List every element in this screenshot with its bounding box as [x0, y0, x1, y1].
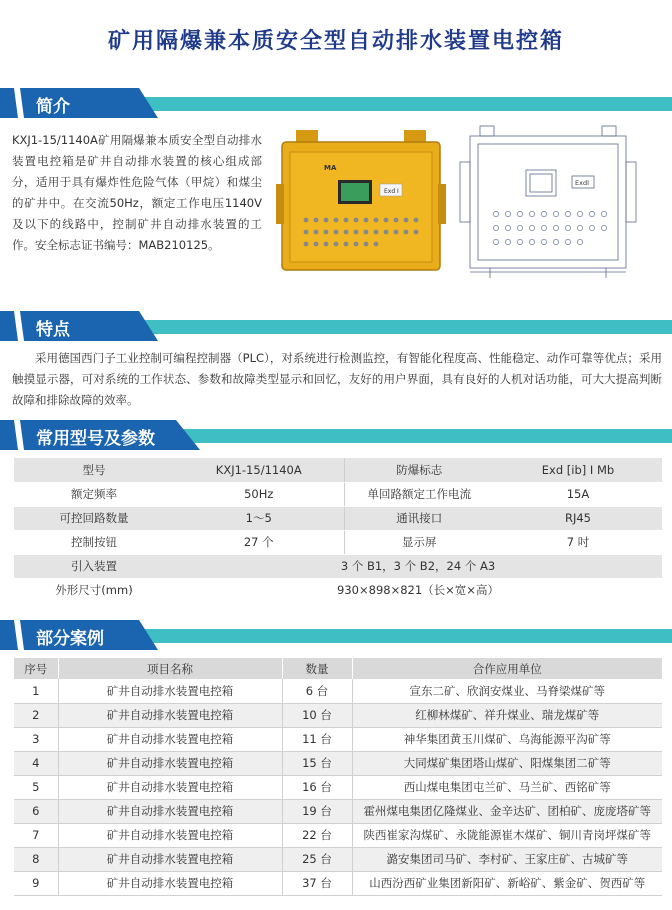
cases-header-row	[14, 658, 662, 679]
spec-value: 7 吋	[494, 530, 662, 554]
case-project: 矿井自动排水装置电控箱	[58, 751, 282, 775]
case-quantity: 10 台	[282, 703, 352, 727]
table-row	[14, 727, 662, 751]
case-project: 矿井自动排水装置电控箱	[58, 679, 282, 703]
case-quantity: 6 台	[282, 679, 352, 703]
case-quantity: 19 台	[282, 799, 352, 823]
spec-value: 3 个 B1，3 个 B2，24 个 A3	[174, 554, 662, 578]
spec-value: 27 个	[174, 530, 344, 554]
section-header-intro	[0, 88, 672, 118]
spec-label: 可控回路数量	[14, 506, 174, 530]
section-title-models: 常用型号及参数	[36, 429, 155, 449]
spec-label: 引入装置	[14, 554, 174, 578]
photo-plate-text: Exd I	[384, 188, 399, 195]
case-partners: 山西汾西矿业集团新阳矿、新峪矿、紫金矿、贺西矿等	[352, 871, 662, 895]
cad-plate-text: ExdI	[575, 179, 589, 187]
spec-label: 显示屏	[344, 530, 494, 554]
spec-value: 930×898×821（长×宽×高）	[174, 578, 662, 602]
case-index: 1	[14, 679, 58, 703]
section-title-features: 特点	[36, 320, 70, 340]
spec-value: 50Hz	[174, 482, 344, 506]
spec-row	[14, 458, 662, 482]
case-project: 矿井自动排水装置电控箱	[58, 727, 282, 751]
section-title-cases: 部分案例	[36, 629, 104, 649]
table-row	[14, 847, 662, 871]
spec-label: 通讯接口	[344, 506, 494, 530]
features-paragraph: 采用德国西门子工业控制可编程控制器（PLC），对系统进行检测监控，有智能化程度高、性能稳定、动作可靠等优点；采用触摸显示器，可对系统的工作状态、参数和故障类型显示和回忆，友好的用户界面，具有良好的人机对话功能，可大大提高判断故障和排除故障的效率。	[12, 351, 662, 407]
case-quantity: 16 台	[282, 775, 352, 799]
case-index: 2	[14, 703, 58, 727]
photo-brand-text: MA	[324, 164, 337, 172]
spec-value: Exd [ib] I Mb	[494, 458, 662, 482]
column-header: 数量	[282, 658, 352, 679]
case-quantity: 37 台	[282, 871, 352, 895]
spec-value: 1～5	[174, 506, 344, 530]
spec-label: 防爆标志	[344, 458, 494, 482]
spec-label: 外形尺寸(mm)	[14, 578, 174, 602]
table-row	[14, 751, 662, 775]
case-partners: 潞安集团司马矿、李村矿、王家庄矿、古城矿等	[352, 847, 662, 871]
product-photo	[276, 124, 446, 280]
case-project: 矿井自动排水装置电控箱	[58, 703, 282, 727]
page-title: 矿用隔爆兼本质安全型自动排水装置电控箱	[107, 29, 564, 54]
table-row	[14, 679, 662, 703]
section-header-models	[0, 420, 672, 450]
case-index: 3	[14, 727, 58, 751]
technical-drawing	[456, 122, 640, 282]
case-partners: 神华集团黄玉川煤矿、乌海能源平沟矿等	[352, 727, 662, 751]
case-project: 矿井自动排水装置电控箱	[58, 847, 282, 871]
spec-label: 额定频率	[14, 482, 174, 506]
spec-label: 控制按钮	[14, 530, 174, 554]
table-row	[14, 703, 662, 727]
case-partners: 霍州煤电集团亿隆煤业、金辛达矿、团柏矿、庞庞塔矿等	[352, 799, 662, 823]
table-row	[14, 823, 662, 847]
spec-table	[14, 458, 662, 603]
section-header-features	[0, 311, 672, 341]
case-partners: 宣东二矿、欣润安煤业、马脊梁煤矿等	[352, 679, 662, 703]
table-row	[14, 871, 662, 895]
column-header: 项目名称	[58, 658, 282, 679]
case-partners: 大同煤矿集团塔山煤矿、阳煤集团二矿等	[352, 751, 662, 775]
spec-row	[14, 530, 662, 554]
case-quantity: 15 台	[282, 751, 352, 775]
case-project: 矿井自动排水装置电控箱	[58, 871, 282, 895]
case-index: 4	[14, 751, 58, 775]
case-partners: 西山煤电集团屯兰矿、马兰矿、西铭矿等	[352, 775, 662, 799]
case-project: 矿井自动排水装置电控箱	[58, 775, 282, 799]
column-header: 序号	[14, 658, 58, 679]
case-quantity: 22 台	[282, 823, 352, 847]
table-row	[14, 799, 662, 823]
section-header-cases	[0, 620, 672, 650]
spec-row	[14, 506, 662, 530]
spec-row	[14, 578, 662, 602]
case-project: 矿井自动排水装置电控箱	[58, 799, 282, 823]
case-index: 7	[14, 823, 58, 847]
case-index: 9	[14, 871, 58, 895]
spec-label: 单回路额定工作电流	[344, 482, 494, 506]
case-project: 矿井自动排水装置电控箱	[58, 823, 282, 847]
spec-row	[14, 554, 662, 578]
spec-row	[14, 482, 662, 506]
spec-value: KXJ1-15/1140A	[174, 458, 344, 482]
intro-paragraph: KXJ1-15/1140A矿用隔爆兼本质安全型自动排水装置电控箱是矿井自动排水装置的核心组成部分，适用于具有爆炸性危险气体（甲烷）和煤尘的矿井中。在交流50Hz，额定工作电压1140V及以下的线路中，控制矿井自动排水装置的工作。安全标志证书编号：MAB210125。	[12, 133, 262, 252]
case-quantity: 25 台	[282, 847, 352, 871]
column-header: 合作应用单位	[352, 658, 662, 679]
section-title-intro: 简介	[36, 97, 70, 117]
cases-table	[14, 658, 662, 896]
case-index: 8	[14, 847, 58, 871]
case-partners: 红柳林煤矿、祥升煤业、瑞龙煤矿等	[352, 703, 662, 727]
spec-label: 型号	[14, 458, 174, 482]
spec-value: 15A	[494, 482, 662, 506]
case-index: 6	[14, 799, 58, 823]
case-partners: 陕西崔家沟煤矿、永陇能源崔木煤矿、铜川青岗坪煤矿等	[352, 823, 662, 847]
case-index: 5	[14, 775, 58, 799]
case-quantity: 11 台	[282, 727, 352, 751]
spec-value: RJ45	[494, 506, 662, 530]
table-row	[14, 775, 662, 799]
